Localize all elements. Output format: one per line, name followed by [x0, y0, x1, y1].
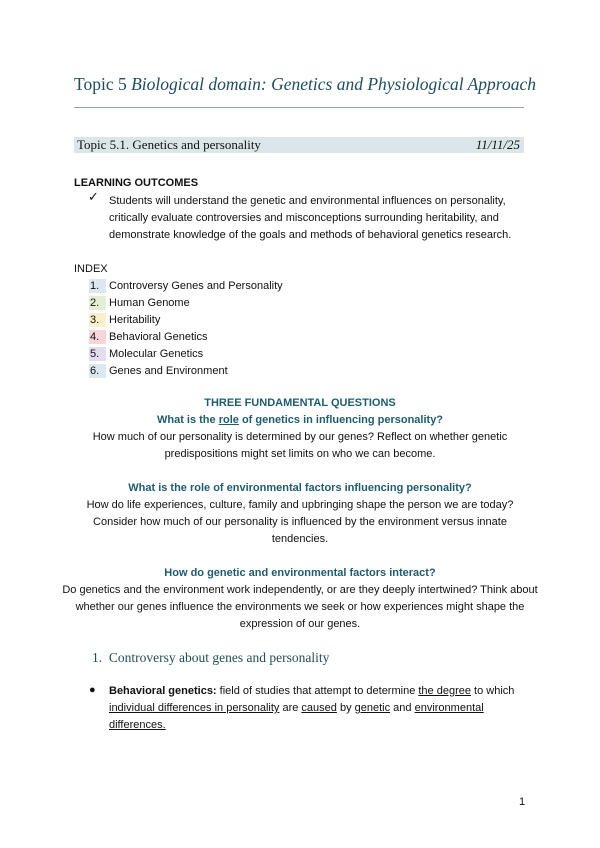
- index-number: 5.: [89, 347, 106, 361]
- index-label: Molecular Genetics: [109, 348, 204, 360]
- question-2-text: How do life experiences, culture, family and upbringing shape the person we are today? Consider how much of our personality is influenced by the environment versus innate tendencies.: [86, 499, 514, 545]
- questions-heading: THREE FUNDAMENTAL QUESTIONS: [204, 397, 396, 409]
- question-1-text: How much of our personality is determined by our genes? Reflect on whether genetic predispositions might set limits on who we can become.: [92, 431, 508, 460]
- index-label: Behavioral Genetics: [109, 331, 208, 343]
- index-label: Heritability: [109, 314, 161, 326]
- question-1-block: [54, 395, 546, 463]
- index-number: 6.: [89, 364, 106, 378]
- index-number: 4.: [89, 330, 106, 344]
- subsection-heading: [92, 650, 329, 666]
- index-label: Human Genome: [109, 297, 190, 309]
- index-item[interactable]: [89, 329, 208, 346]
- question-2-title: What is the role of environmental factors influencing personality?: [128, 482, 472, 494]
- section-date: 11/11/25: [475, 137, 520, 152]
- document-title: [74, 74, 544, 95]
- question-2-block: [54, 480, 546, 548]
- subsection-number: 1.: [92, 650, 103, 665]
- learning-outcomes-heading: LEARNING OUTCOMES: [74, 177, 199, 189]
- question-1-title: What is the role of genetics in influencing personality?: [156, 414, 444, 426]
- question-3-block: [54, 565, 546, 633]
- index-list: [89, 278, 283, 380]
- question-3-text: Do genetics and the environment work independently, or are they deeply intertwined? Think about whether our genes influence the environments we seek or how experiences might shape the expression of our genes.: [62, 584, 538, 630]
- section-header-bar: [74, 137, 524, 153]
- index-item[interactable]: [89, 312, 161, 329]
- learning-outcomes-text: Students will understand the genetic and environmental influences on personality, critically evaluate controversies and misconceptions surrounding heritability, and demonstrate knowledge of the goals and methods of behavioral genetics research.: [109, 195, 512, 241]
- index-label: Controversy Genes and Personality: [109, 280, 283, 292]
- bullet-icon: ●: [89, 684, 96, 696]
- index-label: Genes and Environment: [109, 365, 228, 377]
- index-number: 2.: [89, 296, 106, 310]
- question-3-title: How do genetic and environmental factors interact?: [164, 567, 436, 579]
- title-divider: [74, 107, 524, 108]
- index-heading: INDEX: [74, 263, 108, 275]
- section-title: Topic 5.1. Genetics and personality: [77, 137, 261, 152]
- bullet-text: Behavioral genetics: field of studies that attempt to determine the degree to which individual differences in personality are caused by genetic and environmental differences.: [109, 685, 515, 731]
- index-item[interactable]: [89, 346, 204, 363]
- index-number: 3.: [89, 313, 106, 327]
- index-item[interactable]: [89, 278, 283, 295]
- page-number: 1: [519, 796, 526, 808]
- index-item[interactable]: [89, 295, 190, 312]
- checkmark-icon: ✓: [88, 190, 99, 205]
- index-number: 1.: [89, 279, 106, 293]
- subsection-title: Controversy about genes and personality: [108, 650, 330, 665]
- title-italic: Biological domain: Genetics and Physiological Approach: [131, 74, 536, 94]
- title-prefix: Topic 5: [74, 74, 132, 94]
- index-item[interactable]: [89, 363, 228, 380]
